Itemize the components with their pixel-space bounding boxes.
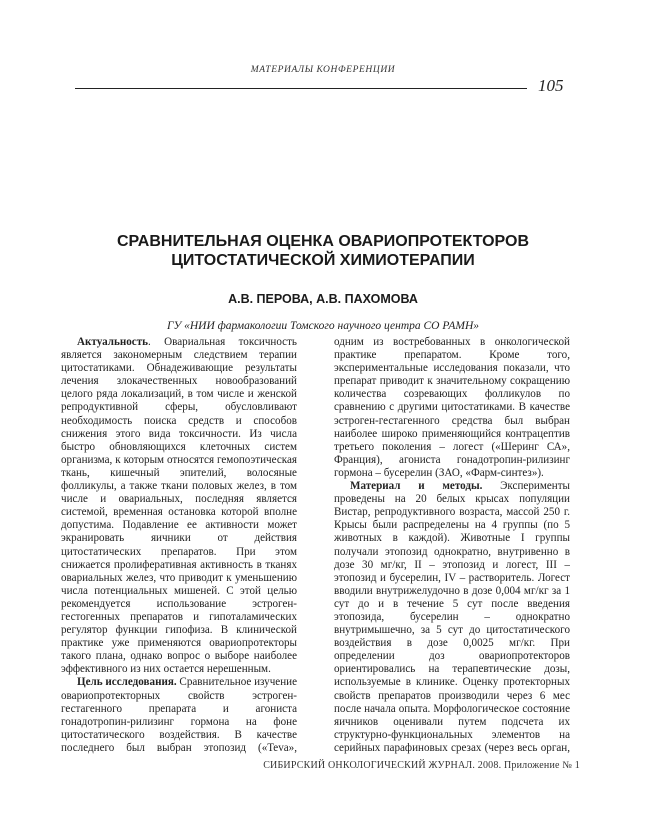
journal-footer: СИБИРСКИЙ ОНКОЛОГИЧЕСКИЙ ЖУРНАЛ. 2008. Приложение № 1 [263,760,580,771]
paragraph-text: . Овариальная токсичность является закономерным следствием терапии цитостатиками. Обнадеживающие результаты лечения злокачественных новообразований целого ряда локализаций, в том числе и женской репродуктивной сферы, обусловливают необходимость поиска средств и способов снижения этого вида токсичности. Из числа быстро обновляющихся клеточных систем организма, к которым относятся гемопоэтическая ткань, кишечный эпителий, волосяные фолликулы, а также ткани половых желез, в том числе и овариальных, последняя является системой, временная остановка которой вполне допустима. Подавление ее активности может экранировать яичники от действия цитостатических препаратов. При этом снижается пролиферативная активность в тканях овариальных желез, что приводит к уменьшению числа потенциальных мишеней. С этой целью рекомендуется использование эстроген-гестогенных препаратов и гипоталамических регулятор функции гипофиза. В клинической практике уже применяются овариопротекторы такого плана, однако вопрос о выборе наиболее эффективного из них остается нерешенным. [61,336,297,676]
article-title [60,232,586,270]
running-title: МАТЕРИАЛЫ КОНФЕРЕНЦИИ [250,65,396,75]
paragraph-heading: Материал и методы. [350,480,483,493]
paragraph-text: Эксперименты проведены на 20 белых крысах популяции Вистар, репродуктивного возраста, массой 250 г. Крысы были распределены на 4 группы (по 5 животных в каждой). Животные I группы получали этопозид однократно, внутривенно в дозе 30 мг/кг, II – этопозид и логест, III – этопозид и бусерелин, IV – растворитель. Логест вводили внутрижелудочно в дозе 0,004 мг/кг за 1 сут до и в течение 5 сут после введения этопозида, бусерелин – однократно внутримышечно, за 5 сут до цитостатического воздействия в дозе 0,0025 мг/кг. При определении доз овариопротекторов ориентировались на терапевтические дозы, используемые в клинике. Оценку протекторных свойств препаратов производили через 6 мес после начала опыта. Морфологическое состояние яичников оценивали путем подсчета их структурно-функциональных элементов на серийных парафиновых срезах (через весь орган, [334,480,570,754]
header-rule [75,88,527,89]
article-title-line-1: СРАВНИТЕЛЬНАЯ ОЦЕНКА ОВАРИОПРОТЕКТОРОВ [116,233,529,250]
paragraph-text: Сравнительное изучение овариопротекторных свойств эстроген-гестагенного препарата и агониста гонадотропин-рилизинг гормона на фоне цитостатического воздействия. В качестве последнего был выбран этопозид («Teva», [61,676,297,754]
paragraph-aim [61,676,297,754]
paragraph-aim-continued: одним из востребованных в онкологической практике препаратом. Кроме того, экспериментальные исследования показали, что препарат приводит к значительному сокращению количества созревающих фолликулов по сравнению с другими цитостатиками. В качестве эстроген-гестагенного средства был выбран наиболее широко применяющийся контрацептив третьего поколения – логест («Шеринг СА», Франция), агониста гонадотропин-рилизинг гормона – бусерелин (ЗАО, «Фарм-синтез»). [334,336,570,479]
paragraph-heading: Актуальность [77,336,149,348]
body-column-right [334,336,570,754]
paragraph-heading: Цель исследования. [77,676,177,689]
article-title-line-2: ЦИТОСТАТИЧЕСКОЙ ХИМИОТЕРАПИИ [171,252,475,269]
article-affiliation: ГУ «НИИ фармакологии Томского научного центра СО РАМН» [166,320,480,332]
paragraph-relevance [61,336,297,676]
body-column-left [61,336,297,754]
paragraph-methods [334,480,570,754]
page-number: 105 [538,76,564,95]
article-authors: А.В. ПЕРОВА, А.В. ПАХОМОВА [228,292,418,306]
